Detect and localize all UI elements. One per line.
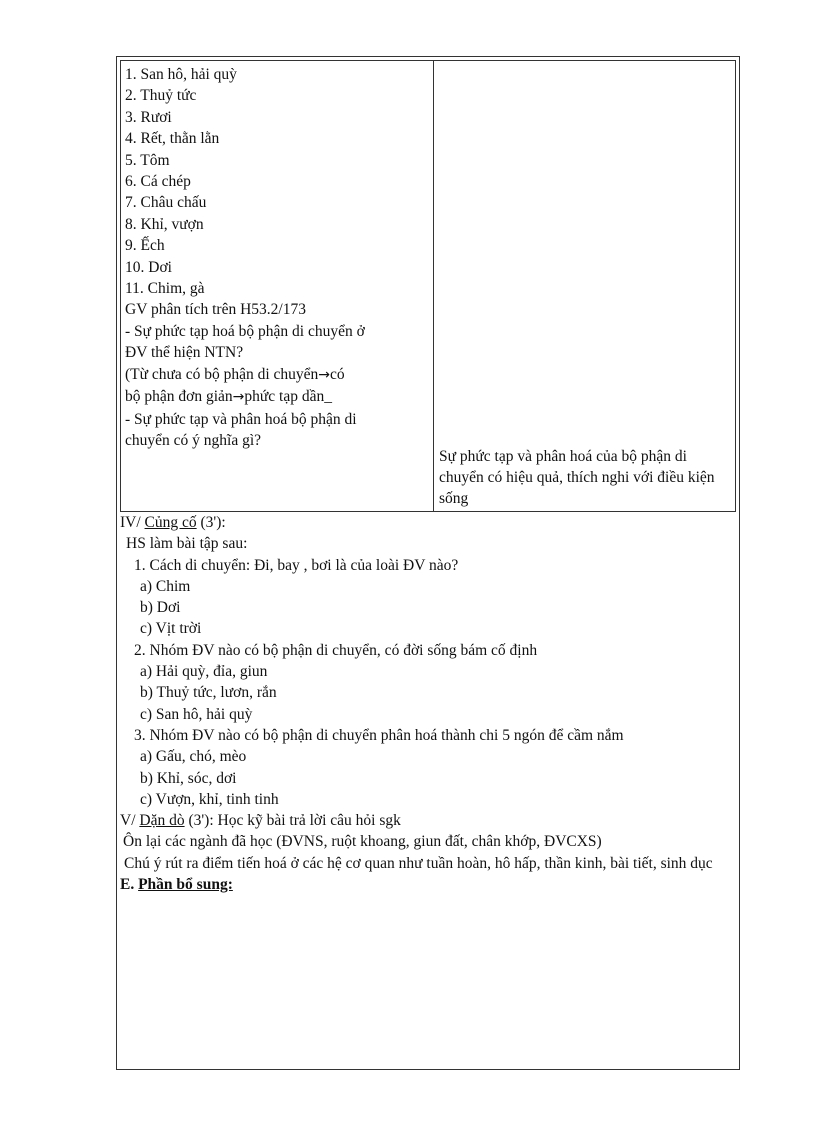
answer-option: a) Hải quỳ, đỉa, giun	[140, 663, 268, 681]
exercise-question: 2. Nhóm ĐV nào có bộ phận di chuyển, có đời sống bám cố định	[134, 641, 538, 659]
supplement-heading: E. Phần bổ sung:	[120, 876, 233, 894]
animal-list-item: 10. Dơi	[125, 258, 172, 276]
animal-list-item: 7. Châu chấu	[125, 194, 207, 212]
homework-instruction: Chú ý rút ra điểm tiến hoá ở các hệ cơ quan như tuần hoàn, hô hấp, thần kinh, bài tiết, sinh dục	[124, 854, 713, 872]
animal-list-item: 4. Rết, thằn lằn	[125, 130, 220, 148]
discussion-question: ĐV thể hiện NTN?	[125, 344, 244, 362]
consolidation-heading: IV/ Củng cố (3'):	[120, 514, 226, 531]
answer-hint: (Từ chưa có bộ phận di chuyển→có	[125, 365, 345, 383]
animal-list-item: 5. Tôm	[125, 151, 170, 169]
lesson-closing-section	[120, 512, 736, 895]
answer-option: c) Vịt trời	[140, 620, 202, 638]
answer-hint: bộ phận đơn giản→phức tạp dần_	[125, 388, 332, 406]
animal-list-item: 11. Chim, gà	[125, 280, 205, 298]
discussion-question: - Sự phức tạp hoá bộ phận di chuyển ở	[125, 322, 365, 340]
activity-table	[120, 60, 736, 512]
exercise-question: 1. Cách di chuyển: Đi, bay , bơi là của loài ĐV nào?	[134, 556, 459, 574]
animal-list-item: 6. Cá chép	[125, 173, 191, 191]
answer-option: a) Gấu, chó, mèo	[140, 748, 247, 766]
answer-option: a) Chim	[140, 577, 191, 595]
column-divider	[433, 61, 434, 511]
answer-option: b) Dơi	[140, 599, 181, 617]
animal-list-item: 1. San hô, hải quỳ	[125, 66, 237, 83]
discussion-question: - Sự phức tạp và phân hoá bộ phận di	[125, 410, 357, 428]
animal-list-item: 2. Thuỷ tức	[125, 87, 197, 105]
animal-list-item: 8. Khỉ, vượn	[125, 215, 204, 233]
teacher-activity-column	[125, 64, 425, 451]
teacher-note: GV phân tích trên H53.2/173	[125, 301, 306, 319]
conclusion-text: Sự phức tạp và phân hoá của bộ phận di chuyển có hiệu quả, thích nghi với điều kiện sống	[439, 448, 715, 507]
exercise-intro: HS làm bài tập sau:	[126, 535, 248, 553]
homework-instruction: Ôn lại các ngành đã học (ĐVNS, ruột khoang, giun đất, chân khớp, ĐVCXS)	[123, 833, 602, 851]
discussion-question: chuyển có ý nghĩa gì?	[125, 431, 262, 449]
homework-heading: V/ Dặn dò (3'): Học kỹ bài trả lời câu hỏi sgk	[120, 812, 401, 830]
exercise-question: 3. Nhóm ĐV nào có bộ phận di chuyển phân hoá thành chi 5 ngón để cầm nắm	[134, 726, 624, 744]
answer-option: b) Thuỷ tức, lươn, rắn	[140, 684, 277, 702]
lesson-frame	[116, 56, 740, 1070]
right-arrow-icon: →	[232, 389, 245, 406]
answer-option: b) Khỉ, sóc, dơi	[140, 769, 237, 787]
answer-option: c) San hô, hải quỳ	[140, 705, 253, 723]
animal-list-item: 3. Rươi	[125, 108, 172, 126]
right-arrow-icon: →	[318, 366, 330, 383]
animal-list-item: 9. Ếch	[125, 237, 165, 255]
answer-option: c) Vượn, khỉ, tinh tinh	[140, 790, 279, 808]
